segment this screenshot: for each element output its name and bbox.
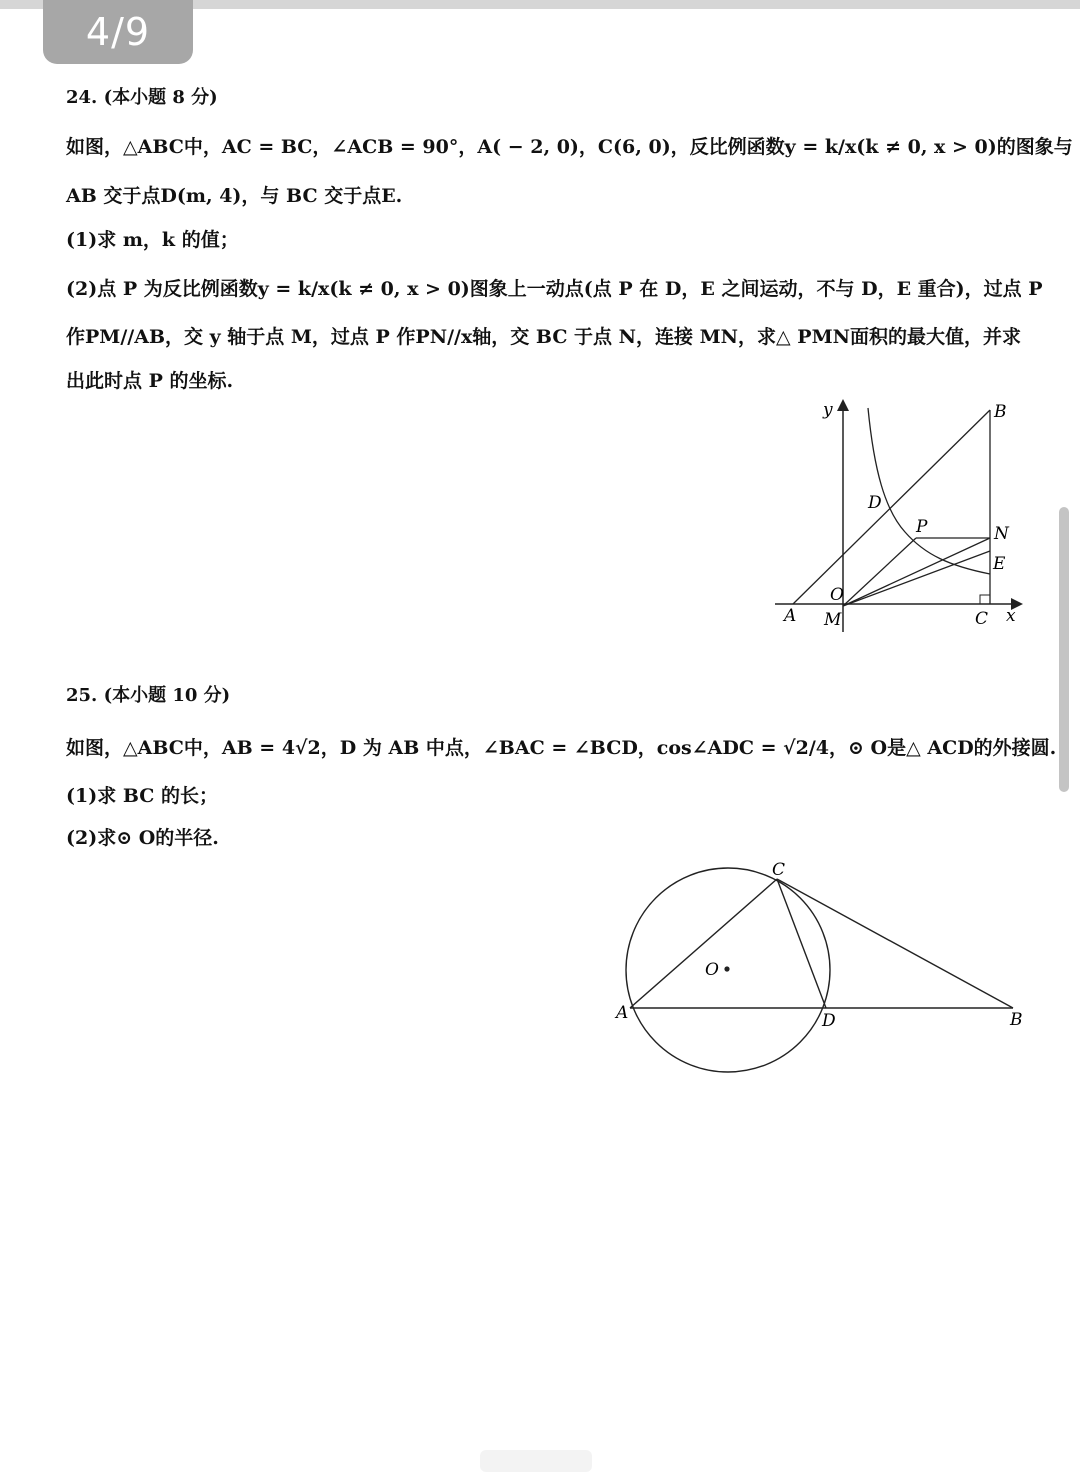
q25-heading: 25. (本小题 10 分) bbox=[66, 685, 231, 706]
q24-line-6: 出此时点 P 的坐标. bbox=[66, 370, 234, 392]
label-a: A bbox=[784, 606, 797, 626]
q25-line-1: 如图，△ABC中，AB = 4√2，D 为 AB 中点，∠BAC = ∠BCD，cos∠ADC = √2/4，⊙ O是△ ACD的外接圆. bbox=[66, 737, 1057, 759]
q24-line-5: 作PM//AB，交 y 轴于点 M，过点 P 作PN//x轴，交 BC 于点 N，连接 MN，求△ PMN面积的最大值，并求 bbox=[66, 326, 1021, 348]
segment-m-to-line bbox=[843, 551, 990, 606]
label-c: C bbox=[975, 609, 989, 629]
label-d: D bbox=[868, 493, 882, 513]
watermark bbox=[480, 1450, 592, 1472]
segment-ac bbox=[630, 879, 777, 1008]
q25-figure bbox=[610, 855, 1030, 1080]
label-d: D bbox=[822, 1011, 836, 1031]
label-p: P bbox=[916, 517, 928, 537]
q24-line-1: 如图，△ABC中，AC = BC，∠ACB = 90°，A( − 2, 0)，C(6, 0)，反比例函数y = k/x(k ≠ 0, x > 0)的图象与 bbox=[66, 136, 1073, 158]
label-y: y bbox=[823, 400, 833, 420]
q24-figure bbox=[770, 395, 1030, 640]
label-o: O bbox=[705, 960, 719, 980]
hyperbola-curve bbox=[868, 408, 990, 574]
label-c: C bbox=[772, 860, 786, 880]
label-e: E bbox=[993, 554, 1006, 574]
label-o: O bbox=[830, 585, 844, 605]
q24-heading: 24. (本小题 8 分) bbox=[66, 87, 218, 108]
segment-cb bbox=[777, 879, 1013, 1008]
label-b: B bbox=[994, 402, 1007, 422]
segment-pm bbox=[843, 538, 916, 606]
segment-mn bbox=[843, 538, 990, 606]
label-x: x bbox=[1006, 606, 1016, 626]
label-m: M bbox=[824, 610, 842, 630]
q25-line-2: (1)求 BC 的长； bbox=[66, 785, 218, 807]
page-indicator: 4/9 bbox=[43, 0, 193, 64]
q24-line-4: (2)点 P 为反比例函数y = k/x(k ≠ 0, x > 0)图象上一动点(点 P 在 D，E 之间运动，不与 D，E 重合)，过点 P bbox=[66, 278, 1043, 300]
label-a: A bbox=[616, 1003, 629, 1023]
right-angle-mark bbox=[980, 595, 990, 604]
label-n: N bbox=[994, 524, 1009, 544]
segment-ab bbox=[793, 410, 990, 604]
q25-line-3: (2)求⊙ O的半径. bbox=[66, 827, 219, 849]
label-b: B bbox=[1010, 1010, 1023, 1030]
center-dot bbox=[724, 966, 729, 971]
q24-line-3: (1)求 m，k 的值； bbox=[66, 229, 239, 251]
q24-line-2: AB 交于点D(m, 4)，与 BC 交于点E. bbox=[66, 185, 403, 207]
scrollbar-thumb[interactable] bbox=[1059, 507, 1069, 792]
